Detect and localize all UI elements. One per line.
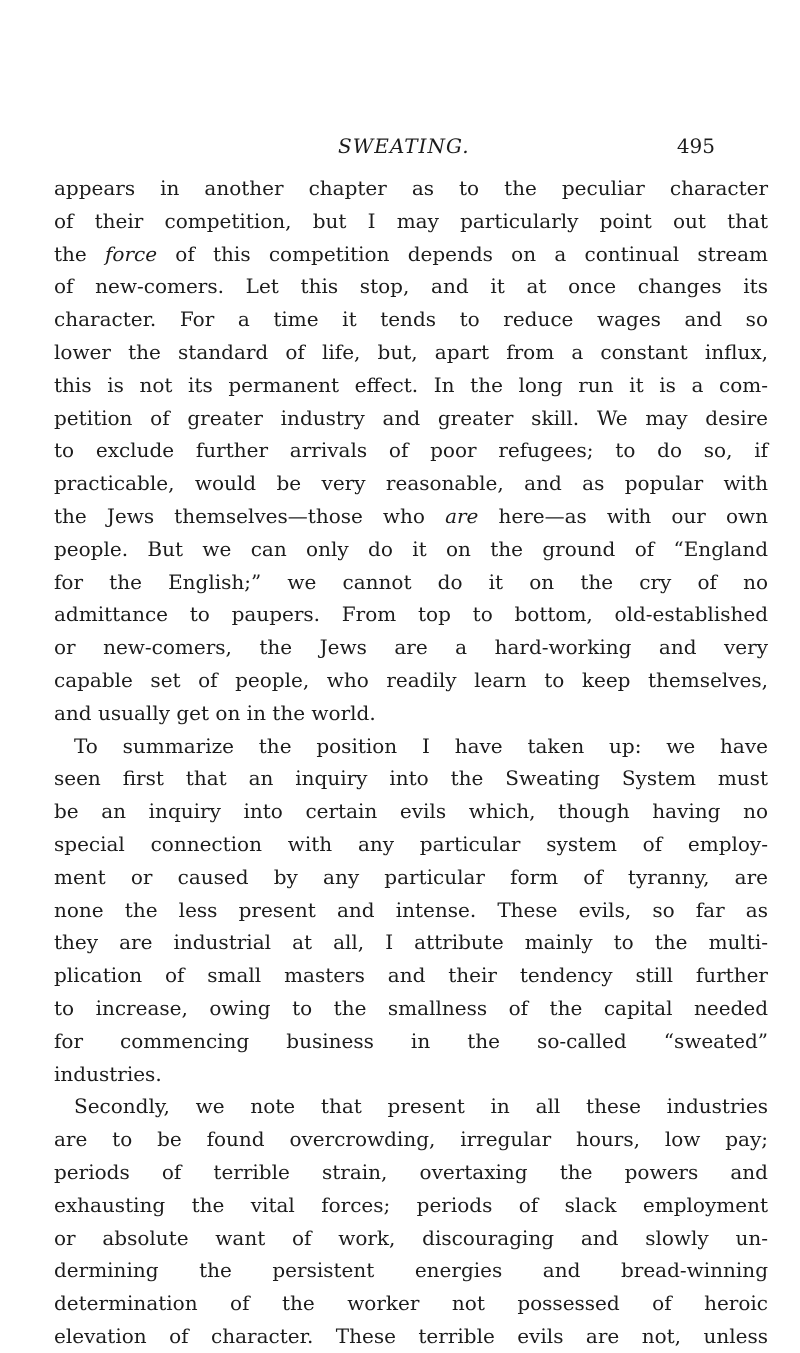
text-line: dermining the persistent energies and bread-winning bbox=[54, 1258, 768, 1283]
body-text bbox=[54, 172, 768, 1353]
text-line: character. For a time it tends to reduce wages and so bbox=[54, 307, 768, 332]
text-line: exhausting the vital forces; periods of slack employment bbox=[54, 1192, 768, 1217]
page-number: 495 bbox=[676, 134, 715, 158]
text-line: industries. bbox=[54, 1061, 162, 1086]
text-line: none the less present and intense. These evils, so far as bbox=[54, 897, 768, 922]
text-line: special connection with any particular system of employ- bbox=[54, 831, 768, 856]
text-line: and usually get on in the world. bbox=[54, 700, 376, 725]
text-line bbox=[54, 238, 768, 271]
text-line: Secondly, we note that present in all these industries bbox=[74, 1094, 768, 1119]
italic-text: are bbox=[445, 503, 479, 528]
text-line: to exclude further arrivals of poor refugees; to do so, if bbox=[54, 438, 768, 463]
text-line: plication of small masters and their tendency still further bbox=[54, 963, 768, 988]
text-line: for commencing business in the so-called “sweated” bbox=[54, 1028, 768, 1053]
text-line: To summarize the position I have taken up: we have bbox=[74, 733, 768, 758]
text-line: are to be found overcrowding, irregular hours, low pay; bbox=[54, 1127, 768, 1152]
text-line: elevation of character. These terrible evils are not, unless bbox=[54, 1323, 768, 1348]
text-line: they are industrial at all, I attribute mainly to the multi- bbox=[54, 930, 768, 955]
text-line: practicable, would be very reasonable, and as popular with bbox=[54, 471, 768, 496]
text-line: people. But we can only do it on the ground of “England bbox=[54, 536, 768, 561]
text-line: for the English;” we cannot do it on the cry of no bbox=[54, 569, 768, 594]
text-line: lower the standard of life, but, apart from a constant influx, bbox=[54, 339, 768, 364]
text-line: admittance to paupers. From top to bottom, old-established bbox=[54, 602, 768, 627]
text-fragment: here—as with our own bbox=[478, 503, 768, 528]
text-line: or new-comers, the Jews are a hard-working and very bbox=[54, 635, 768, 660]
italic-text: force bbox=[105, 241, 158, 266]
text-line: appears in another chapter as to the peculiar character bbox=[54, 176, 768, 200]
text-fragment: of this competition depends on a continual stream bbox=[157, 241, 768, 266]
text-line: periods of terrible strain, overtaxing the powers and bbox=[54, 1159, 768, 1184]
running-title: SWEATING. bbox=[338, 134, 470, 158]
text-line: ment or caused by any particular form of tyranny, are bbox=[54, 864, 768, 889]
running-head bbox=[0, 128, 800, 162]
text-line: to increase, owing to the smallness of the capital needed bbox=[54, 995, 768, 1020]
text-line: of their competition, but I may particularly point out that bbox=[54, 208, 768, 233]
text-line: determination of the worker not possessed of heroic bbox=[54, 1291, 768, 1316]
text-line bbox=[54, 500, 768, 533]
text-line: be an inquiry into certain evils which, though having no bbox=[54, 799, 768, 824]
text-fragment: the bbox=[54, 241, 106, 266]
text-fragment: the Jews themselves—those who bbox=[54, 503, 446, 528]
text-line: seen first that an inquiry into the Sweating System must bbox=[54, 766, 768, 791]
text-line: this is not its permanent effect. In the long run it is a com- bbox=[54, 372, 768, 397]
text-line: petition of greater industry and greater skill. We may desire bbox=[54, 405, 768, 430]
text-line: of new-comers. Let this stop, and it at once changes its bbox=[54, 274, 768, 299]
text-line: capable set of people, who readily learn to keep themselves, bbox=[54, 667, 768, 692]
text-line: or absolute want of work, discouraging and slowly un- bbox=[54, 1225, 768, 1250]
